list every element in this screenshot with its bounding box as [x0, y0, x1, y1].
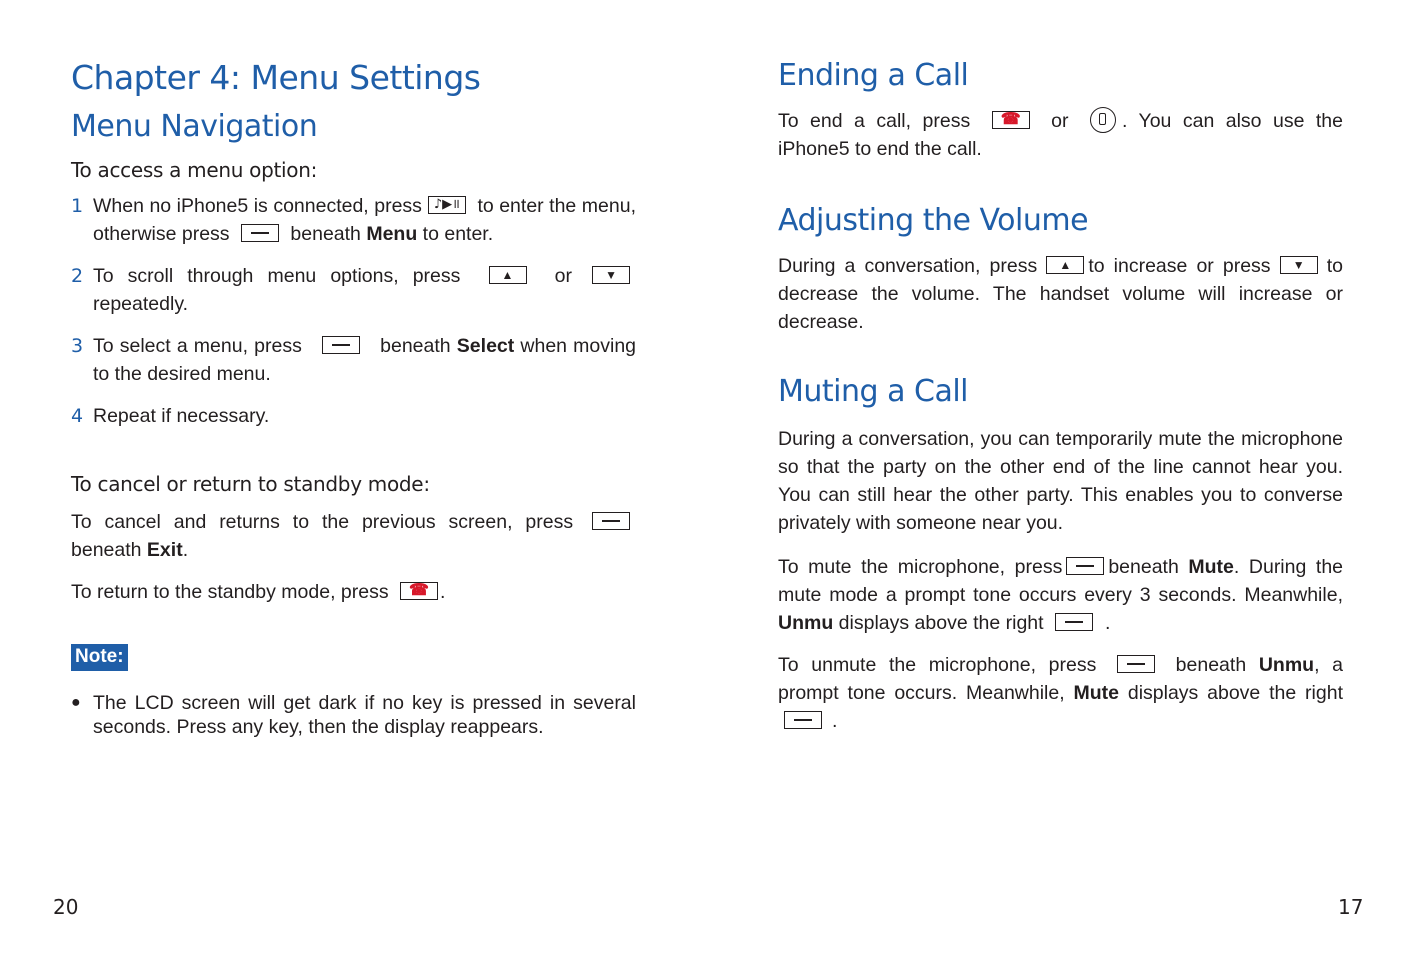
right-page [778, 52, 1343, 735]
cancel-heading: To cancel or return to standby mode: [71, 472, 430, 496]
soft-key-icon [241, 224, 279, 242]
cancel-paragraph: To cancel and returns to the previous screen, press beneath Exit. [71, 508, 636, 564]
left-page [71, 52, 636, 739]
step-3: 3 To select a menu, press beneath Select when moving to the desired menu. [71, 332, 636, 388]
soft-key-icon [592, 512, 630, 530]
up-arrow-key-icon: ▲ [1046, 256, 1084, 274]
soft-key-icon [1117, 655, 1155, 673]
handset-round-key-icon [1090, 107, 1116, 133]
unmute-paragraph: To unmute the microphone, press beneath Unmu, a prompt tone occurs. Meanwhile, Mute displays above the right . [778, 654, 1343, 732]
access-heading: To access a menu option: [71, 158, 318, 182]
page-number-left: 20 [53, 895, 79, 919]
soft-key-icon [784, 711, 822, 729]
soft-key-icon [322, 336, 360, 354]
step-number: 1 [71, 195, 84, 217]
down-arrow-key-icon: ▼ [1280, 256, 1318, 274]
muting-title: Muting a Call [778, 374, 969, 409]
down-arrow-key-icon: ▼ [592, 266, 630, 284]
ending-call-paragraph: To end a call, press ☎ or . You can also use the iPhone5 to end the call. [778, 107, 1343, 163]
standby-paragraph: To return to the standby mode, press ☎ . [71, 581, 446, 603]
volume-title: Adjusting the Volume [778, 203, 1089, 238]
step-number: 2 [71, 265, 84, 287]
muting-paragraph: During a conversation, you can temporarily mute the microphone so that the party on the other end of the line cannot hear you. You can still hear the other party. This enables you to converse privately with someone near you. [778, 428, 1343, 534]
volume-paragraph: During a conversation, press ▲ to increase or press ▼ to decrease the volume. The handset volume will increase or decrease. [778, 255, 1344, 333]
ending-call-title: Ending a Call [778, 58, 969, 93]
page-number-right: 17 [1338, 895, 1364, 919]
step-2: 2 To scroll through menu options, press ▲ or ▼ repeatedly. [71, 262, 636, 318]
music-play-pause-key-icon: ♪▶॥ [428, 196, 466, 214]
chapter-title: Chapter 4: Menu Settings [71, 58, 481, 97]
step-number: 3 [71, 335, 84, 357]
soft-key-icon [1055, 613, 1093, 631]
up-arrow-key-icon: ▲ [489, 266, 527, 284]
step-4: 4 Repeat if necessary. [71, 402, 636, 430]
menu-navigation-title: Menu Navigation [71, 109, 318, 144]
end-call-key-icon: ☎ [400, 582, 438, 600]
step-number: 4 [71, 405, 84, 427]
bullet-icon: ● [71, 694, 81, 711]
note-item: ● The LCD screen will get dark if no key is pressed in several seconds. Press any key, then the display reappears. [71, 692, 636, 738]
note-label: Note: [71, 644, 128, 671]
end-call-key-icon: ☎ [992, 111, 1030, 129]
mute-paragraph: To mute the microphone, press beneath Mute. During the mute mode a prompt tone occurs every 3 seconds. Meanwhile, Unmu displays above the right . [778, 556, 1344, 634]
soft-key-icon [1066, 557, 1104, 575]
step-1: 1 When no iPhone5 is connected, press ♪▶॥ to enter the menu, otherwise press beneath Menu to enter. [71, 192, 636, 248]
